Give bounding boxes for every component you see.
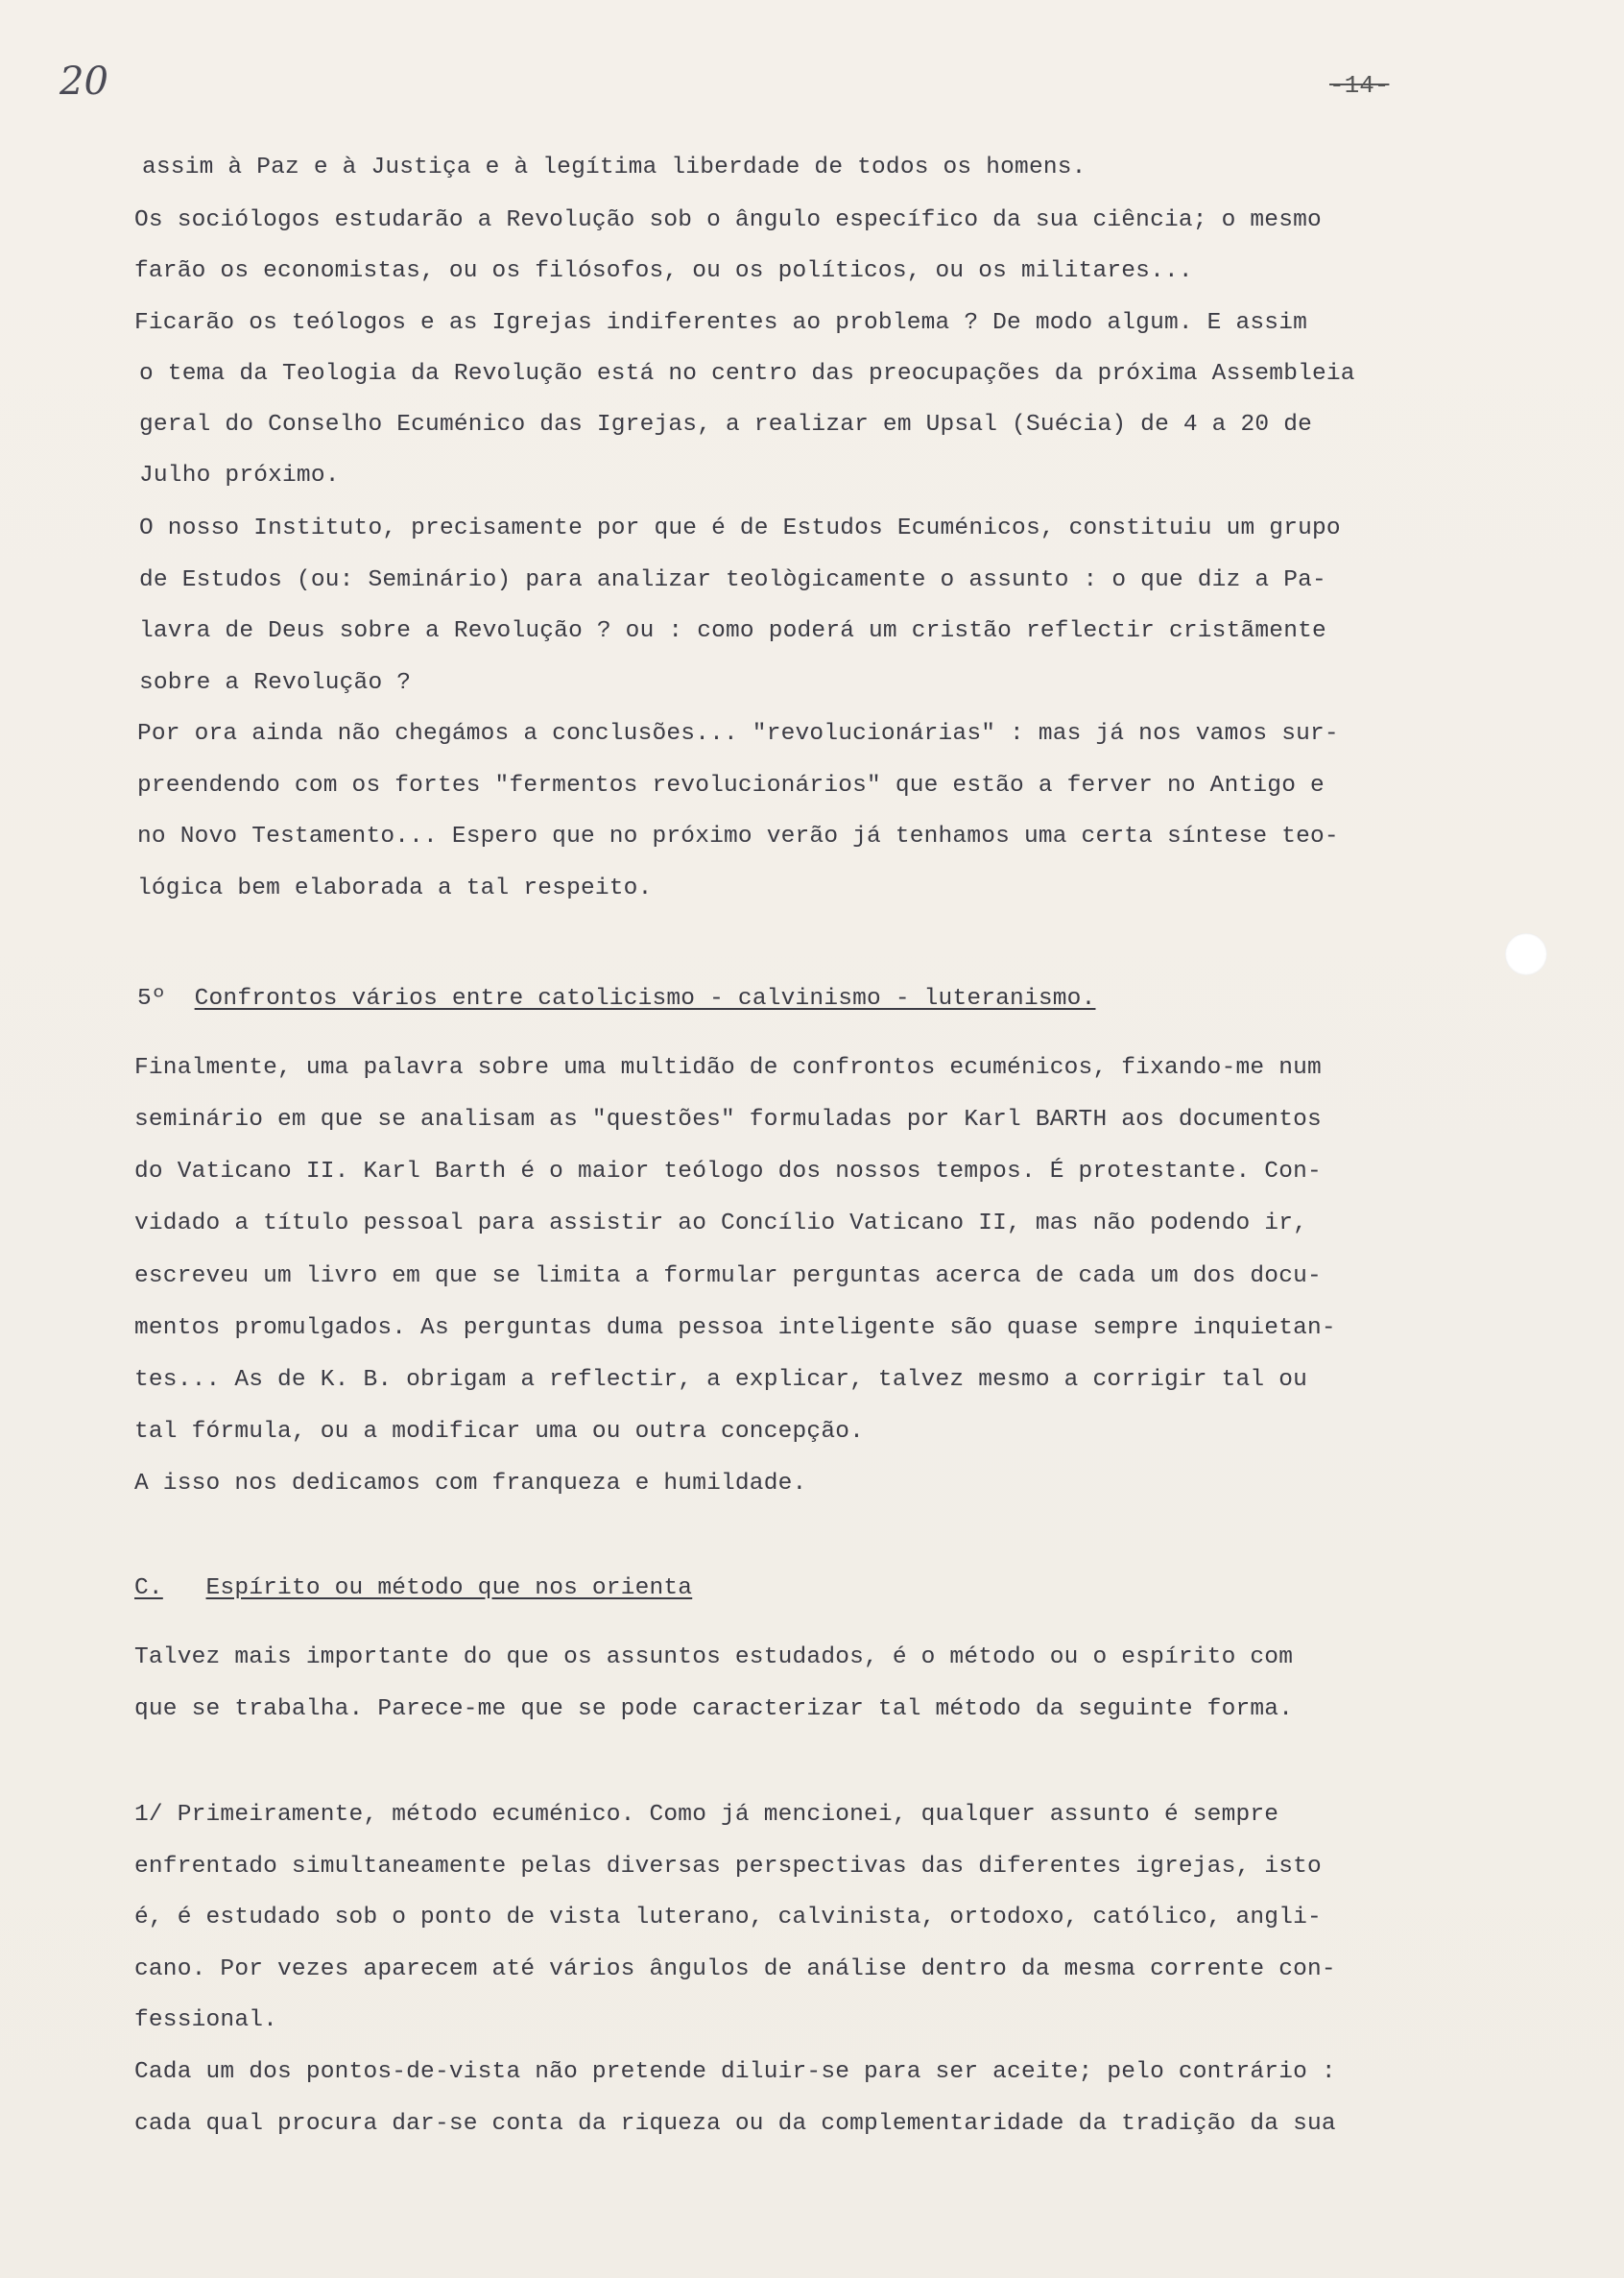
text-line: sobre a Revolução ?: [139, 670, 412, 696]
punch-hole: [1505, 933, 1547, 975]
text-line: do Vaticano II. Karl Barth é o maior teólogo dos nossos tempos. É protestante. Con-: [134, 1159, 1322, 1185]
section-heading: [137, 985, 1095, 1014]
text-line: farão os economistas, ou os filósofos, ou os políticos, ou os militares...: [134, 258, 1193, 284]
section-number: C.: [134, 1575, 163, 1601]
text-line: o tema da Teologia da Revolução está no centro das preocupações da próxima Assembleia: [139, 361, 1355, 387]
text-line: Talvez mais importante do que os assuntos estudados, é o método ou o espírito com: [134, 1644, 1294, 1670]
text-line: geral do Conselho Ecuménico das Igrejas, a realizar em Upsal (Suécia) de 4 a 20 de: [139, 412, 1312, 438]
text-line: Por ora ainda não chegámos a conclusões... "revolucionárias" : mas já nos vamos sur-: [137, 721, 1339, 747]
text-line: mentos promulgados. As perguntas duma pessoa inteligente são quase sempre inquietan-: [134, 1315, 1336, 1341]
text-line: preendendo com os fortes "fermentos revolucionários" que estão a ferver no Antigo e: [137, 773, 1325, 799]
text-line: cada qual procura dar-se conta da riqueza ou da complementaridade da tradição da sua: [134, 2111, 1336, 2137]
text-line: lógica bem elaborada a tal respeito.: [137, 875, 653, 901]
text-line: 1/ Primeiramente, método ecuménico. Como já mencionei, qualquer assunto é sempre: [134, 1802, 1279, 1828]
text-line: Julho próximo.: [139, 463, 340, 489]
text-line: Ficarão os teólogos e as Igrejas indiferentes ao problema ? De modo algum. E assim: [134, 310, 1307, 336]
section-title: Confrontos vários entre catolicismo - calvinismo - luteranismo.: [194, 986, 1096, 1012]
text-line: vidado a título pessoal para assistir ao Concílio Vaticano II, mas não podendo ir,: [134, 1211, 1307, 1236]
text-line: assim à Paz e à Justiça e à legítima liberdade de todos os homens.: [142, 155, 1087, 180]
text-line: Os sociólogos estudarão a Revolução sob o ângulo específico da sua ciência; o mesmo: [134, 207, 1322, 233]
text-line: lavra de Deus sobre a Revolução ? ou : como poderá um cristão reflectir cristãmente: [139, 618, 1326, 644]
section-heading: [134, 1574, 692, 1603]
section-number: 5º: [137, 986, 166, 1012]
text-line: cano. Por vezes aparecem até vários ângulos de análise dentro da mesma corrente con-: [134, 1956, 1336, 1982]
typed-page-number: -14-: [1329, 71, 1390, 100]
text-line: é, é estudado sob o ponto de vista luterano, calvinista, ortodoxo, católico, angli-: [134, 1905, 1322, 1930]
text-line: tes... As de K. B. obrigam a reflectir, a explicar, talvez mesmo a corrigir tal ou: [134, 1367, 1307, 1393]
text-line: escreveu um livro em que se limita a formular perguntas acerca de cada um dos docu-: [134, 1263, 1322, 1289]
text-line: no Novo Testamento... Espero que no próximo verão já tenhamos uma certa síntese teo-: [137, 824, 1339, 850]
text-line: de Estudos (ou: Seminário) para analizar teològicamente o assunto : o que diz a Pa-: [139, 567, 1326, 593]
text-line: tal fórmula, ou a modificar uma ou outra concepção.: [134, 1419, 865, 1445]
text-line: fessional.: [134, 2007, 278, 2033]
text-line: que se trabalha. Parece-me que se pode caracterizar tal método da seguinte forma.: [134, 1696, 1294, 1722]
text-line: Cada um dos pontos-de-vista não pretende diluir-se para ser aceite; pelo contrário :: [134, 2059, 1336, 2085]
text-line: enfrentado simultaneamente pelas diversas perspectivas das diferentes igrejas, isto: [134, 1854, 1322, 1880]
section-title: Espírito ou método que nos orienta: [205, 1575, 693, 1601]
handwritten-page-number: 20: [60, 60, 108, 104]
text-line: Finalmente, uma palavra sobre uma multidão de confrontos ecuménicos, fixando-me num: [134, 1055, 1322, 1081]
text-line: seminário em que se analisam as "questões" formuladas por Karl BARTH aos documentos: [134, 1107, 1322, 1133]
text-line: A isso nos dedicamos com franqueza e humildade.: [134, 1471, 807, 1497]
text-line: O nosso Instituto, precisamente por que é de Estudos Ecuménicos, constituiu um grupo: [139, 516, 1341, 541]
